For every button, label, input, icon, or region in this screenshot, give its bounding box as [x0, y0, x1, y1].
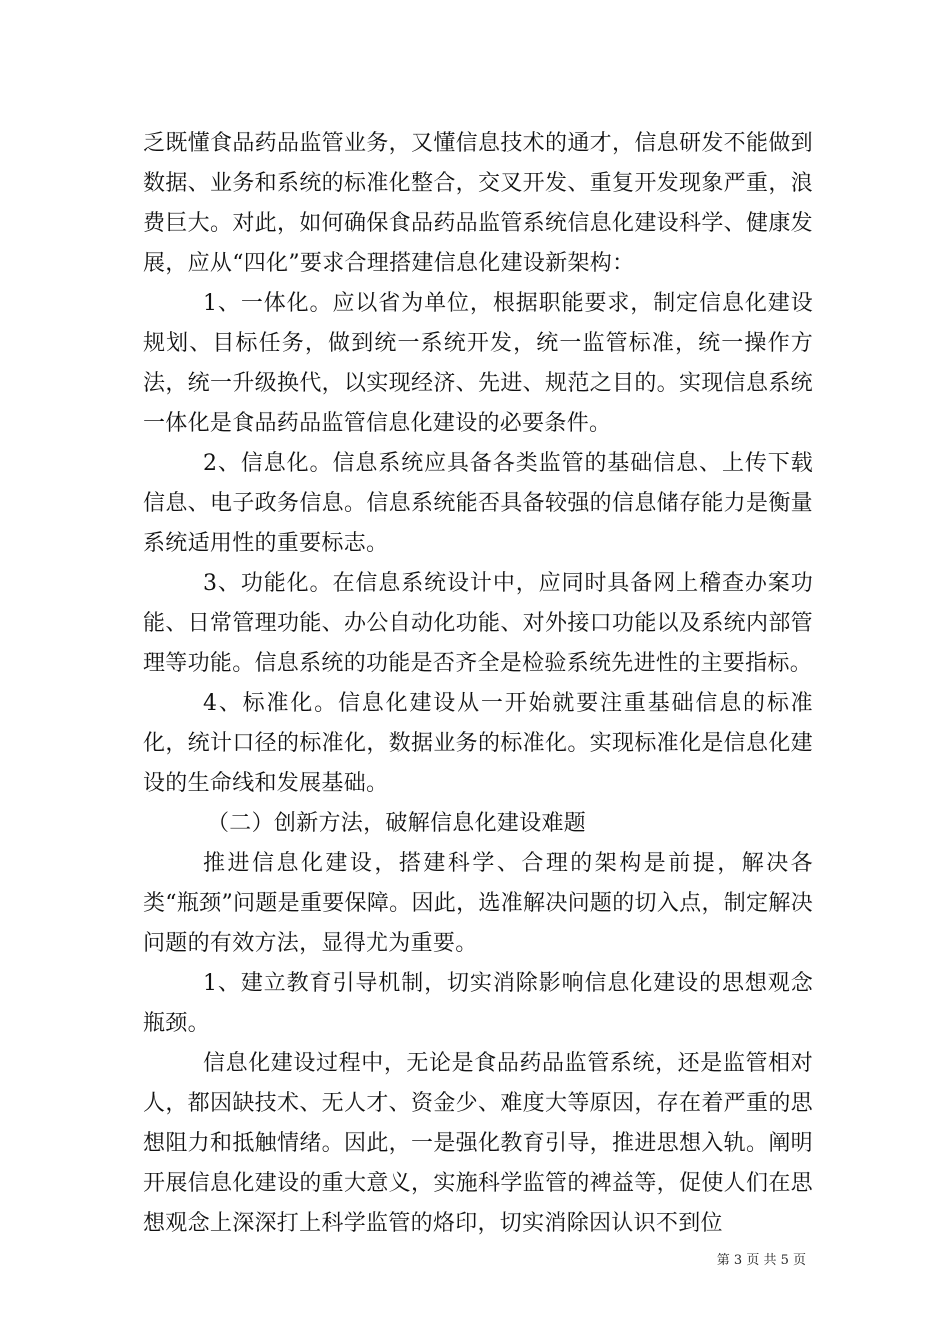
paragraph-item-informatization: 2、信息化。信息系统应具备各类监管的基础信息、上传下载信息、电子政务信息。信息系统能否具备较强的信息储存能力是衡量系统适用性的重要标志。	[143, 451, 813, 556]
paragraph-section-intro: 推进信息化建设，搭建科学、合理的架构是前提，解决各类“瓶颈”问题是重要保障。因此，选准解决问题的切入点，制定解决问题的有效方法，显得尤为重要。	[143, 851, 813, 956]
paragraph-item-standardization: 4、标准化。信息化建设从一开始就要注重基础信息的标准化，统计口径的标准化，数据业务的标准化。实现标准化是信息化建设的生命线和发展基础。	[143, 691, 813, 796]
section-heading: （二）创新方法，破解信息化建设难题	[207, 811, 587, 836]
document-body	[143, 124, 813, 1244]
paragraph-education-body: 信息化建设过程中，无论是食品药品监管系统，还是监管相对人，都因缺技术、无人才、资金少、难度大等原因，存在着严重的思想阻力和抵触情绪。因此，一是强化教育引导，推进思想入轨。阐明开展信息化建设的重大意义，实施科学监管的裨益等，促使人们在思想观念上深深打上科学监管的烙印，切实消除因认识不到位	[143, 1051, 813, 1236]
page-number: 第 3 页 共 5 页	[716, 1253, 806, 1268]
paragraph-item-functionality: 3、功能化。在信息系统设计中，应同时具备网上稽查办案功能、日常管理功能、办公自动化功能、对外接口功能以及系统内部管理等功能。信息系统的功能是否齐全是检验系统先进性的主要指标。	[143, 571, 813, 676]
paragraph-subheading-education: 1、建立教育引导机制，切实消除影响信息化建设的思想观念瓶颈。	[143, 971, 813, 1036]
paragraph-intro-continuation: 乏既懂食品药品监管业务，又懂信息技术的通才，信息研发不能做到数据、业务和系统的标准化整合，交叉开发、重复开发现象严重，浪费巨大。对此，如何确保食品药品监管系统信息化建设科学、健康发展，应从“四化”要求合理搭建信息化建设新架构：	[143, 131, 813, 276]
paragraph-item-integration: 1、一体化。应以省为单位，根据职能要求，制定信息化建设规划、目标任务，做到统一系统开发，统一监管标准，统一操作方法，统一升级换代，以实现经济、先进、规范之目的。实现信息系统一体化是食品药品监管信息化建设的必要条件。	[143, 291, 813, 436]
